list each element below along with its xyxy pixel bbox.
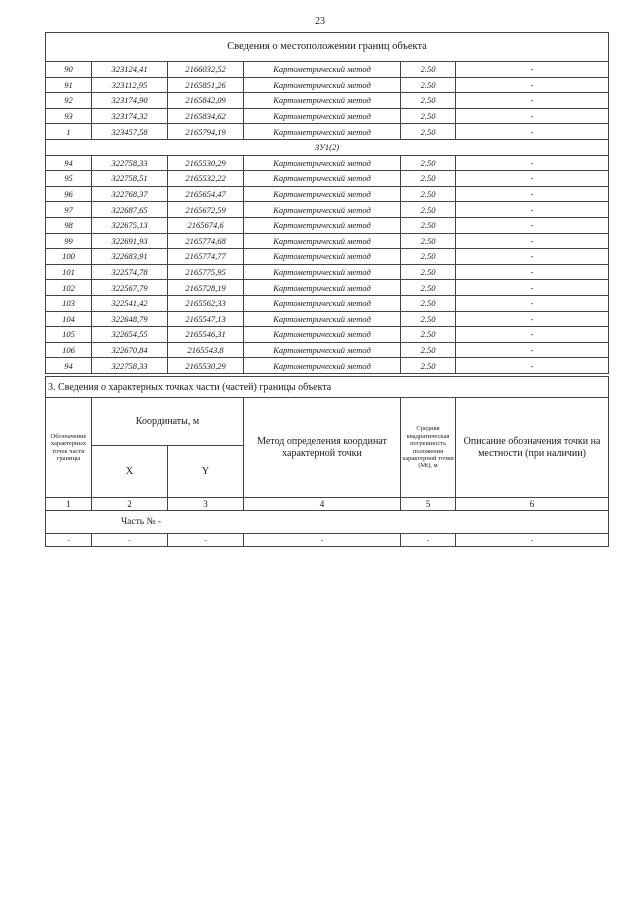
description: - (456, 108, 609, 124)
coord-x: 322687,65 (92, 202, 168, 218)
coord-y: 2165530,29 (168, 155, 244, 171)
boundary-table (45, 32, 609, 374)
coord-x: 322758,51 (92, 171, 168, 187)
point-number: 1 (46, 124, 92, 140)
point-number: 105 (46, 327, 92, 343)
column-number: 3 (168, 498, 244, 511)
coord-x: 322691,93 (92, 233, 168, 249)
table-row (46, 77, 609, 93)
accuracy: 2.50 (401, 124, 456, 140)
coord-y: 2166032,52 (168, 62, 244, 78)
coord-x: 322648,79 (92, 311, 168, 327)
table-row (46, 295, 609, 311)
accuracy: 2.50 (401, 155, 456, 171)
accuracy: 2.50 (401, 327, 456, 343)
empty-cell: - (92, 534, 168, 547)
accuracy: 2.50 (401, 108, 456, 124)
method: Картометрический метод (244, 358, 401, 374)
description: - (456, 202, 609, 218)
coord-x: 322654,55 (92, 327, 168, 343)
accuracy: 2.50 (401, 171, 456, 187)
coord-x: 322683,91 (92, 249, 168, 265)
parts-table (45, 376, 609, 547)
method: Картометрический метод (244, 62, 401, 78)
table-row (46, 217, 609, 233)
point-number: 102 (46, 280, 92, 296)
accuracy: 2.50 (401, 249, 456, 265)
coord-y: 2165728,19 (168, 280, 244, 296)
table-row (46, 62, 609, 78)
coord-x: 322567,79 (92, 280, 168, 296)
coord-x: 322758,33 (92, 155, 168, 171)
description: - (456, 124, 609, 140)
header-method: Метод определения координат характерной точки (244, 398, 401, 498)
coord-y: 2165775,95 (168, 264, 244, 280)
table-title: Сведения о местоположении границ объекта (46, 33, 609, 62)
table-row (46, 202, 609, 218)
coord-y: 2165530,29 (168, 358, 244, 374)
empty-cell: - (46, 534, 92, 547)
point-number: 100 (46, 249, 92, 265)
empty-cell: - (244, 534, 401, 547)
description: - (456, 233, 609, 249)
accuracy: 2.50 (401, 280, 456, 296)
description: - (456, 77, 609, 93)
empty-cell: - (456, 534, 609, 547)
empty-row (46, 534, 609, 547)
method: Картометрический метод (244, 155, 401, 171)
column-numbers-row (46, 498, 609, 511)
method: Картометрический метод (244, 171, 401, 187)
description: - (456, 358, 609, 374)
accuracy: 2.50 (401, 311, 456, 327)
section3-title: 3. Сведения о характерных точках части (частей) границы объекта (46, 377, 609, 398)
header-coords: Координаты, м (92, 398, 244, 446)
column-number: 1 (46, 498, 92, 511)
part-row (46, 511, 609, 534)
table-row (46, 233, 609, 249)
coord-y: 2165654,47 (168, 186, 244, 202)
method: Картометрический метод (244, 217, 401, 233)
accuracy: 2.50 (401, 295, 456, 311)
description: - (456, 342, 609, 358)
description: - (456, 327, 609, 343)
point-number: 90 (46, 62, 92, 78)
coord-x: 323174,90 (92, 93, 168, 109)
point-number: 101 (46, 264, 92, 280)
table-row (46, 264, 609, 280)
accuracy: 2.50 (401, 217, 456, 233)
coord-y: 2165851,26 (168, 77, 244, 93)
coord-x: 323112,95 (92, 77, 168, 93)
method: Картометрический метод (244, 264, 401, 280)
point-number: 99 (46, 233, 92, 249)
description: - (456, 62, 609, 78)
point-number: 94 (46, 358, 92, 374)
table-row (46, 108, 609, 124)
method: Картометрический метод (244, 93, 401, 109)
method: Картометрический метод (244, 124, 401, 140)
description: - (456, 217, 609, 233)
coord-y: 2165842,09 (168, 93, 244, 109)
point-number: 95 (46, 171, 92, 187)
accuracy: 2.50 (401, 358, 456, 374)
coord-y: 2165562,33 (168, 295, 244, 311)
table-row (46, 249, 609, 265)
coord-y: 2165774,68 (168, 233, 244, 249)
section-row (46, 139, 609, 155)
method: Картометрический метод (244, 295, 401, 311)
table-row (46, 186, 609, 202)
header-description: Описание обозначения точки на местности (при наличии) (456, 398, 609, 498)
coord-y: 2165794,19 (168, 124, 244, 140)
coord-y: 2165532,22 (168, 171, 244, 187)
accuracy: 2.50 (401, 342, 456, 358)
point-number: 92 (46, 93, 92, 109)
accuracy: 2.50 (401, 62, 456, 78)
description: - (456, 295, 609, 311)
coord-x: 323174,32 (92, 108, 168, 124)
coord-x: 322574,78 (92, 264, 168, 280)
table-title-row (46, 33, 609, 62)
column-number: 2 (92, 498, 168, 511)
description: - (456, 264, 609, 280)
method: Картометрический метод (244, 327, 401, 343)
point-number: 103 (46, 295, 92, 311)
accuracy: 2.50 (401, 93, 456, 109)
header-point: Обозначение характерных точек части границы (46, 398, 92, 498)
coord-y: 2165672,59 (168, 202, 244, 218)
description: - (456, 171, 609, 187)
description: - (456, 93, 609, 109)
accuracy: 2.50 (401, 233, 456, 249)
column-number: 5 (401, 498, 456, 511)
description: - (456, 249, 609, 265)
table-row (46, 280, 609, 296)
coord-x: 323124,41 (92, 62, 168, 78)
description: - (456, 280, 609, 296)
description: - (456, 186, 609, 202)
table-row (46, 155, 609, 171)
section3-title-row (46, 377, 609, 398)
point-number: 91 (46, 77, 92, 93)
point-number: 93 (46, 108, 92, 124)
table-row (46, 171, 609, 187)
coord-x: 322758,33 (92, 358, 168, 374)
method: Картометрический метод (244, 311, 401, 327)
header-y: Y (168, 446, 244, 498)
accuracy: 2.50 (401, 77, 456, 93)
coord-x: 322768,37 (92, 186, 168, 202)
description: - (456, 311, 609, 327)
coord-x: 322541,42 (92, 295, 168, 311)
method: Картометрический метод (244, 233, 401, 249)
method: Картометрический метод (244, 108, 401, 124)
column-number: 4 (244, 498, 401, 511)
section-label: ЗУ1(2) (46, 139, 609, 155)
accuracy: 2.50 (401, 264, 456, 280)
point-number: 96 (46, 186, 92, 202)
coord-x: 323457,58 (92, 124, 168, 140)
table-row (46, 124, 609, 140)
coord-y: 2165546,31 (168, 327, 244, 343)
method: Картометрический метод (244, 249, 401, 265)
column-number: 6 (456, 498, 609, 511)
method: Картометрический метод (244, 280, 401, 296)
method: Картометрический метод (244, 186, 401, 202)
table-row (46, 358, 609, 374)
point-number: 106 (46, 342, 92, 358)
coord-x: 322670,84 (92, 342, 168, 358)
header-error: Средняя квадратическая погрешность положения характерной точки (Мt), м (401, 398, 456, 498)
table-row (46, 327, 609, 343)
coord-y: 2165547,13 (168, 311, 244, 327)
point-number: 94 (46, 155, 92, 171)
page-number: 23 (315, 16, 325, 27)
coord-y: 2165834,62 (168, 108, 244, 124)
coord-x: 322675,13 (92, 217, 168, 233)
empty-cell: - (168, 534, 244, 547)
coord-y: 2165674,6 (168, 217, 244, 233)
header-x: X (92, 446, 168, 498)
method: Картометрический метод (244, 202, 401, 218)
point-number: 98 (46, 217, 92, 233)
point-number: 97 (46, 202, 92, 218)
accuracy: 2.50 (401, 186, 456, 202)
empty-cell: - (401, 534, 456, 547)
description: - (456, 155, 609, 171)
coord-y: 2165774,77 (168, 249, 244, 265)
point-number: 104 (46, 311, 92, 327)
method: Картометрический метод (244, 77, 401, 93)
table-row (46, 342, 609, 358)
accuracy: 2.50 (401, 202, 456, 218)
table-row (46, 93, 609, 109)
method: Картометрический метод (244, 342, 401, 358)
table-row (46, 311, 609, 327)
part-label: Часть № - (46, 511, 609, 534)
coord-y: 2165543,8 (168, 342, 244, 358)
